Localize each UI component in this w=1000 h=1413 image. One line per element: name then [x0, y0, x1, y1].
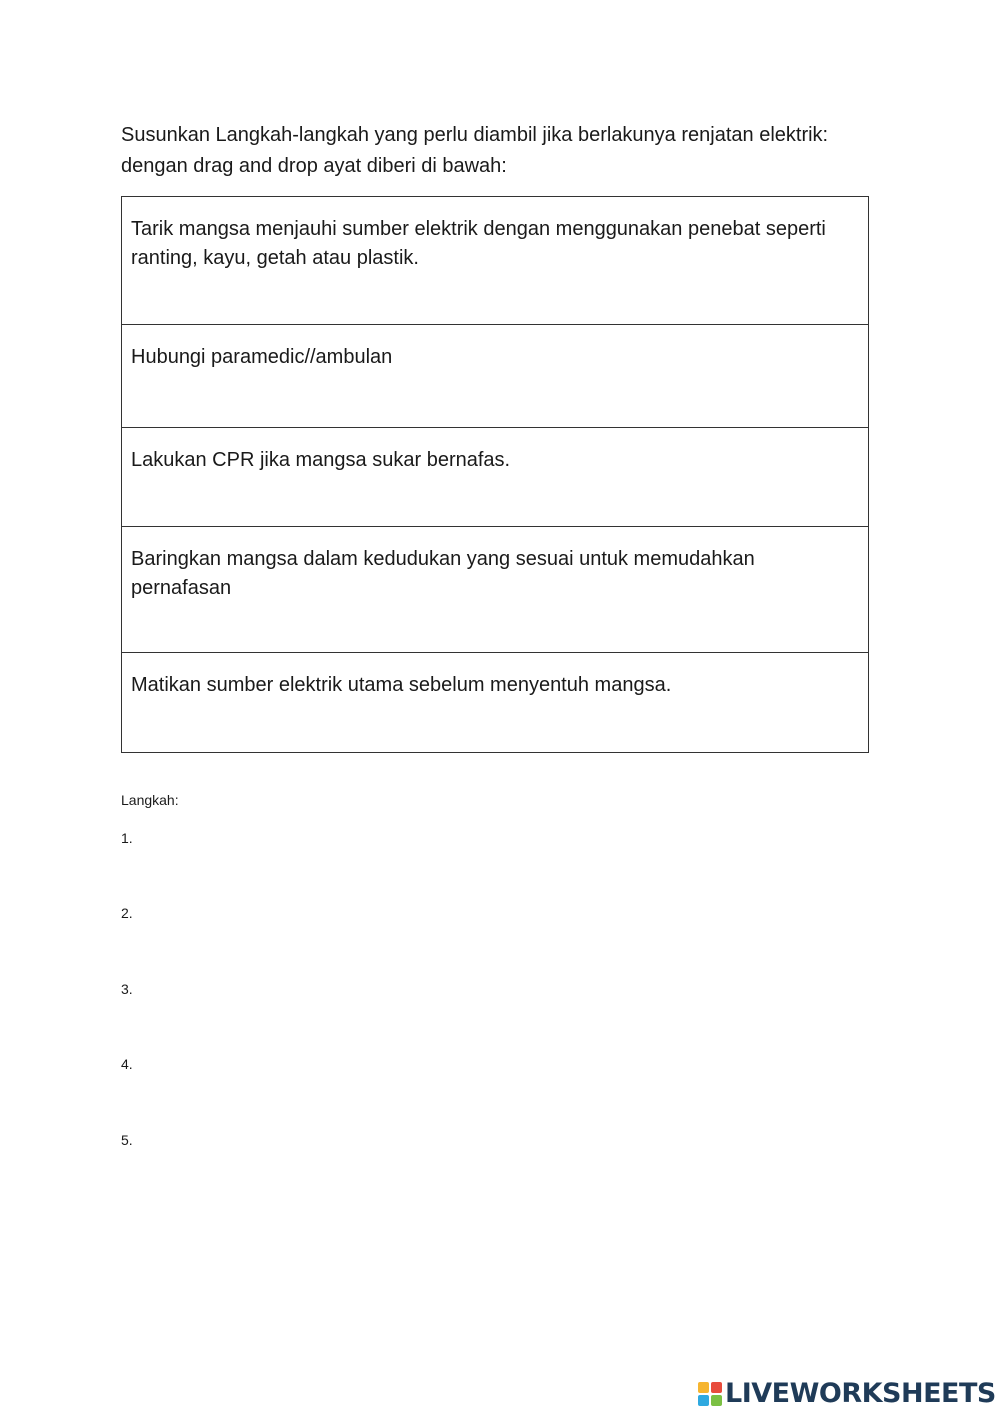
option-row	[122, 325, 869, 428]
steps-label: Langkah:	[121, 792, 179, 808]
logo-squares-icon	[698, 1382, 722, 1406]
step-number-2: 2.	[121, 905, 133, 921]
drop-zone-step-5[interactable]	[145, 1120, 865, 1160]
option-row	[122, 428, 869, 527]
liveworksheets-logo	[698, 1378, 996, 1410]
draggable-option-2[interactable]: Hubungi paramedic//ambulan	[122, 325, 869, 428]
drop-zone-step-3[interactable]	[145, 969, 865, 1009]
logo-square	[698, 1382, 709, 1393]
drop-zone-step-4[interactable]	[145, 1044, 865, 1084]
logo-square	[711, 1395, 722, 1406]
logo-square	[698, 1395, 709, 1406]
step-number-3: 3.	[121, 981, 133, 997]
option-row	[122, 653, 869, 753]
draggable-option-4[interactable]: Baringkan mangsa dalam kedudukan yang sesuai untuk memudahkan pernafasan	[122, 527, 869, 653]
draggable-option-1[interactable]: Tarik mangsa menjauhi sumber elektrik dengan menggunakan penebat seperti ranting, kayu, getah atau plastik.	[122, 197, 869, 325]
answer-options-table	[121, 196, 869, 753]
drop-zone-step-1[interactable]	[145, 818, 865, 858]
option-row	[122, 527, 869, 653]
instruction-text: Susunkan Langkah-langkah yang perlu diambil jika berlakunya renjatan elektrik: dengan drag and drop ayat diberi di bawah:	[121, 124, 829, 177]
logo-text: LIVEWORKSHEETS	[725, 1378, 996, 1409]
step-number-1: 1.	[121, 830, 133, 846]
drop-zone-step-2[interactable]	[145, 893, 865, 933]
draggable-option-3[interactable]: Lakukan CPR jika mangsa sukar bernafas.	[122, 428, 869, 527]
logo-square	[711, 1382, 722, 1393]
draggable-option-5[interactable]: Matikan sumber elektrik utama sebelum menyentuh mangsa.	[122, 653, 869, 753]
step-number-4: 4.	[121, 1056, 133, 1072]
step-number-5: 5.	[121, 1132, 133, 1148]
option-row	[122, 197, 869, 325]
